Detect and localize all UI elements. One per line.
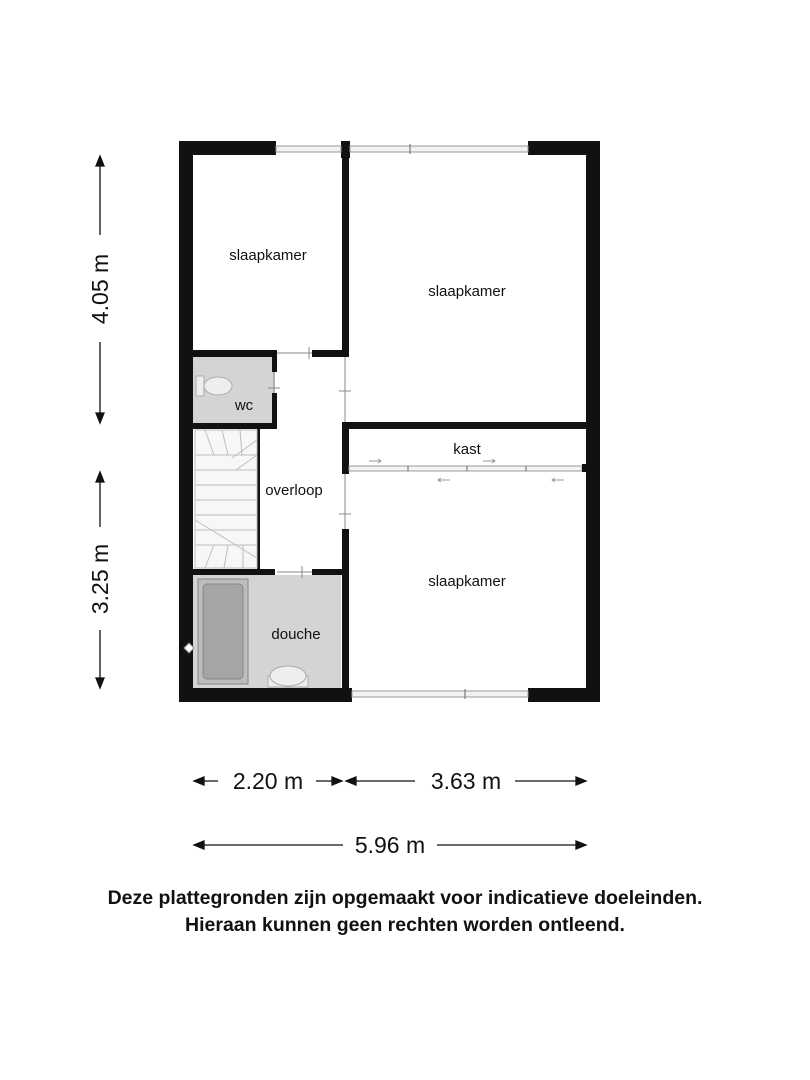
dimension-height-bottom: 3.25 m	[87, 543, 113, 615]
disclaimer-line-2: Hieraan kunnen geen rechten worden ontleend.	[185, 914, 625, 936]
dimension-width-total: 5.96 m	[354, 832, 426, 858]
wc-floor	[193, 357, 275, 425]
room-label-shower: douche	[271, 626, 321, 643]
room-label-landing: overloop	[265, 482, 323, 499]
room-label-closet: kast	[453, 441, 481, 458]
bathtub-icon	[198, 579, 248, 684]
room-label-bedroom-bottom-right: slaapkamer	[428, 573, 506, 590]
room-label-bedroom-top-right: slaapkamer	[428, 283, 506, 300]
room-label-wc: wc	[234, 397, 254, 414]
wardrobe-doors	[349, 464, 586, 472]
dimension-lines	[96, 156, 586, 849]
dimension-width-left: 2.20 m	[232, 768, 304, 794]
dimension-width-right: 3.63 m	[430, 768, 502, 794]
disclaimer	[0, 885, 810, 939]
door-openings	[268, 347, 351, 578]
room-label-bedroom-top-left: slaapkamer	[229, 247, 307, 264]
sink-icon	[268, 666, 308, 687]
dimension-height-top: 4.05 m	[87, 253, 113, 325]
staircase	[195, 430, 257, 568]
toilet-icon	[196, 376, 232, 396]
disclaimer-line-1: Deze plattegronden zijn opgemaakt voor indicatieve doeleinden.	[107, 887, 703, 909]
